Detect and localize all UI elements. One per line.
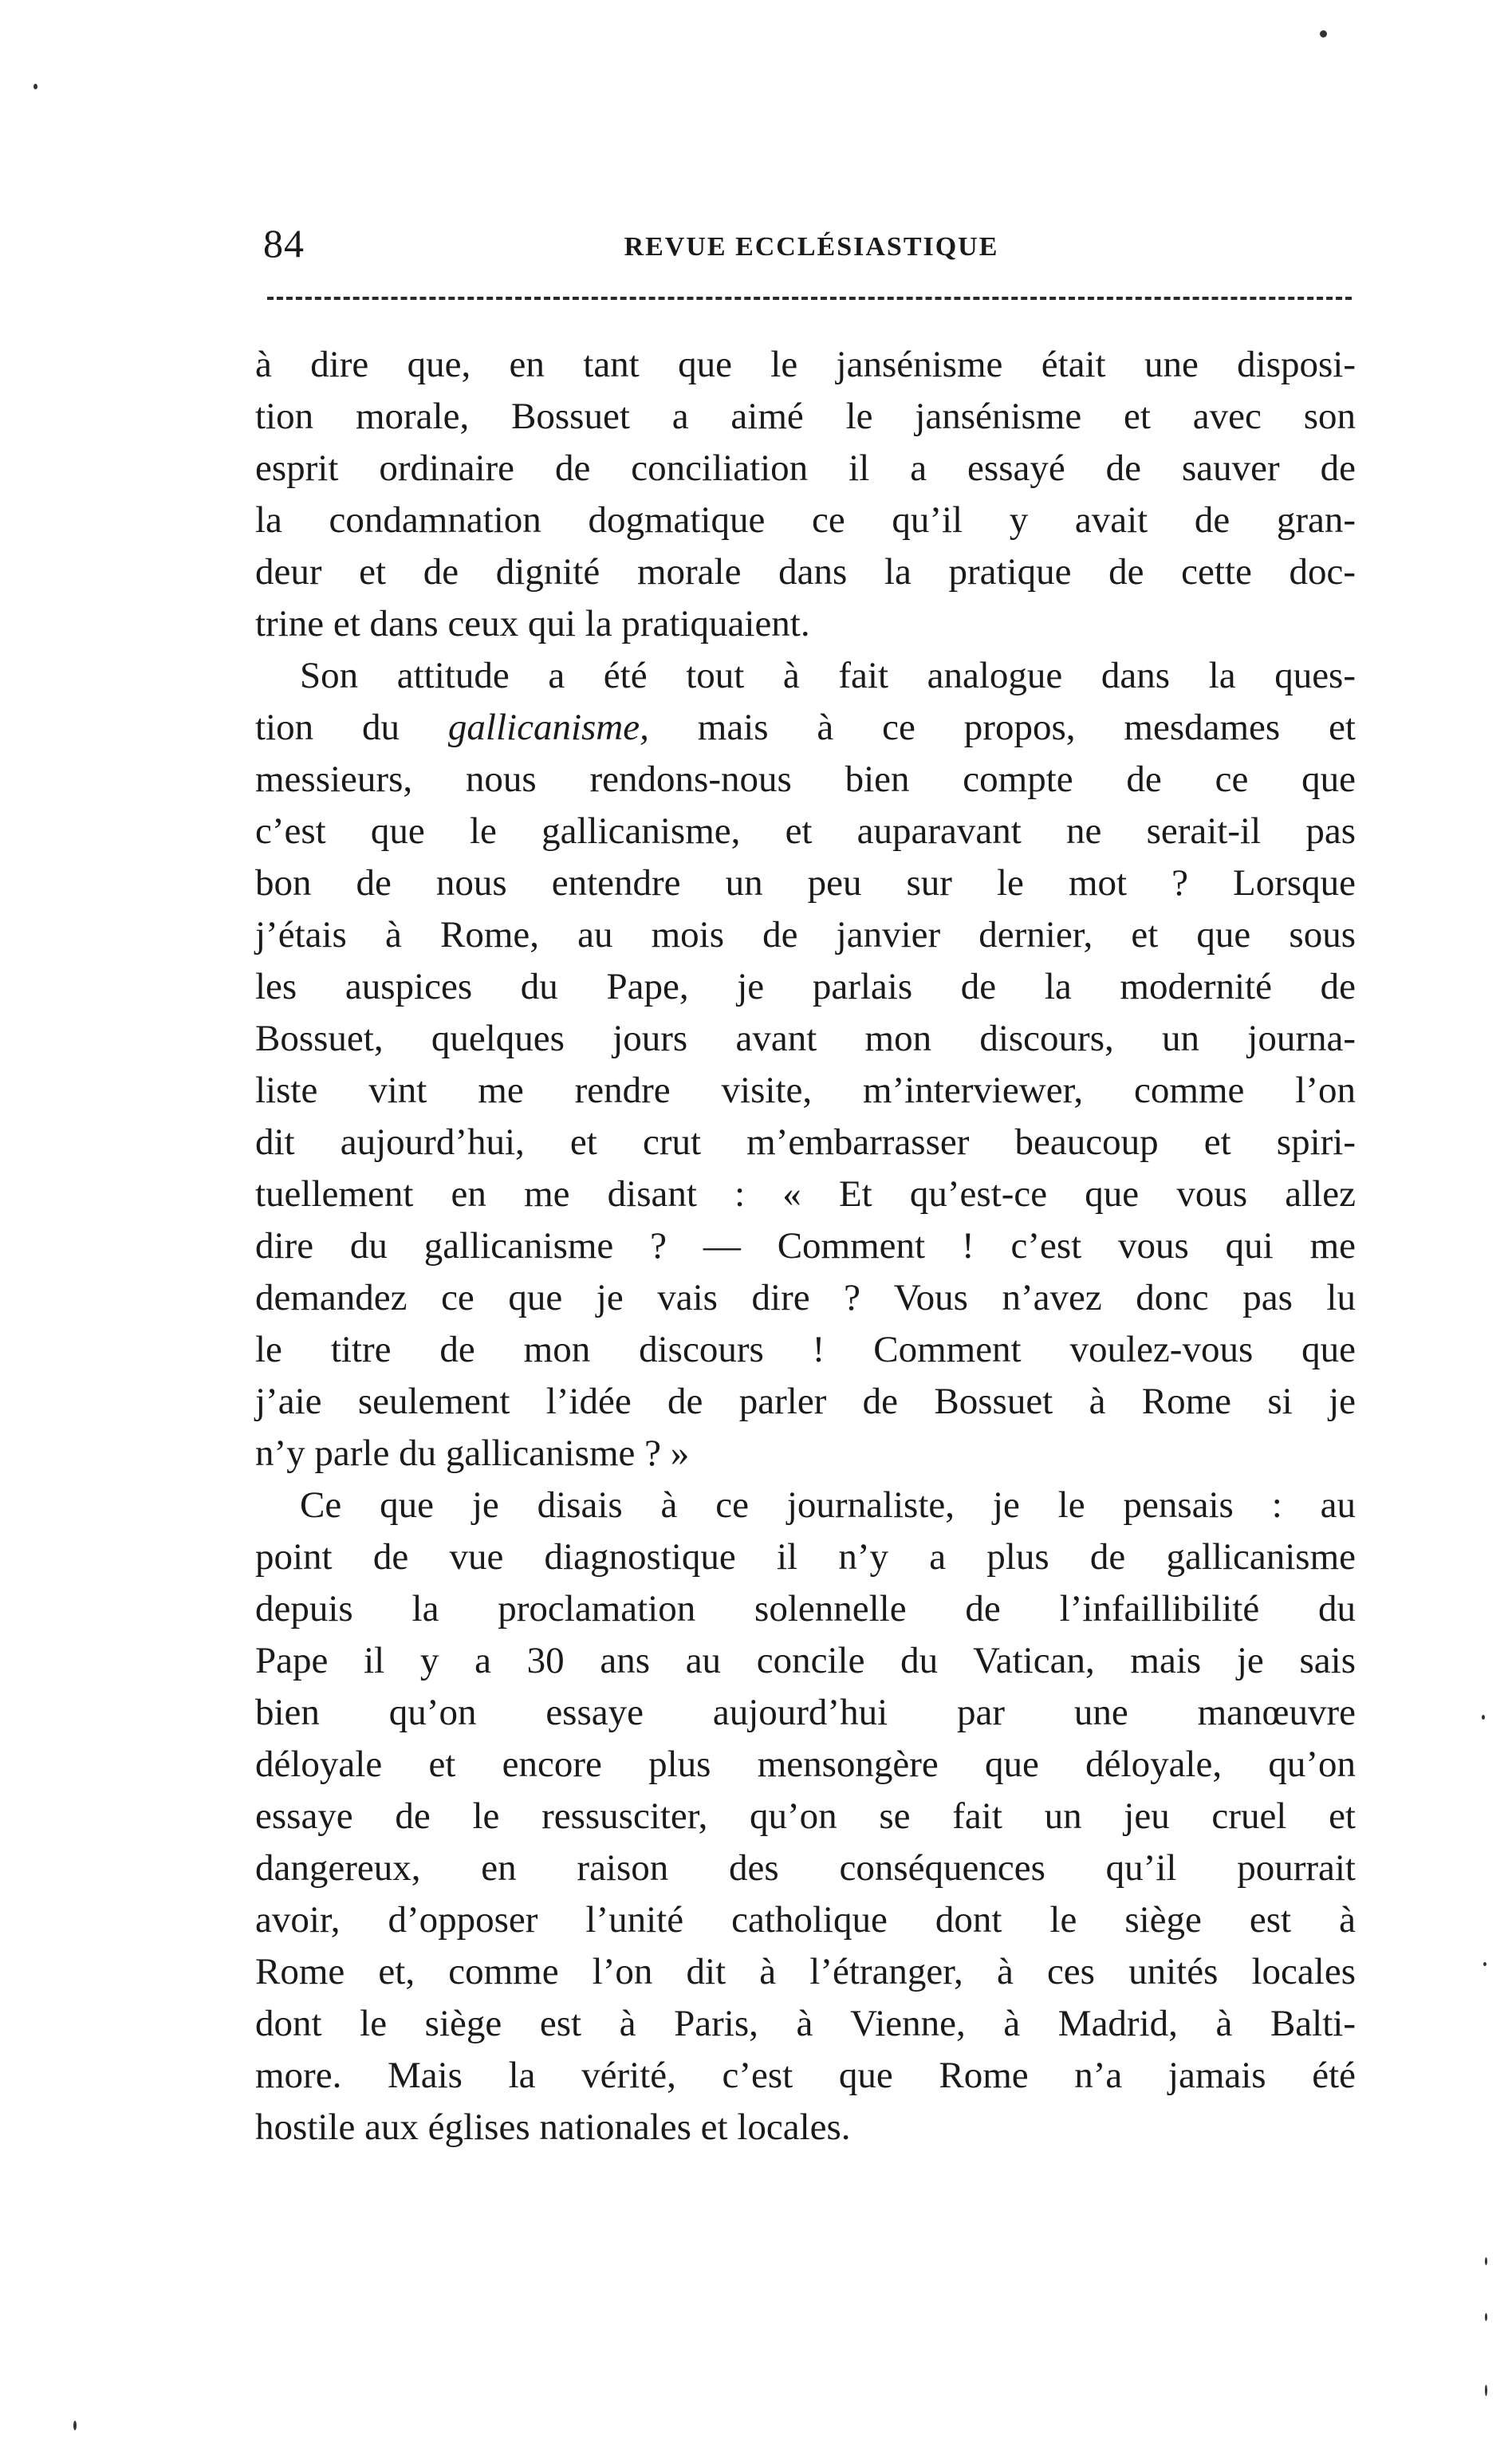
scan-speck	[1483, 1962, 1486, 1966]
text-line: j’aie seulement l’idée de parler de Bossuet à Rome si je	[255, 1381, 1356, 1422]
text-line: essaye de le ressusciter, qu’on se fait un jeu cruel et	[255, 1795, 1356, 1837]
text-segment: mais à ce propos, mesdames et	[648, 707, 1356, 748]
scan-speck	[1485, 2257, 1487, 2265]
text-line: dire du gallicanisme ? — Comment ! c’est vous qui me	[255, 1225, 1356, 1267]
text-line: n’y parle du gallicanisme ? »	[255, 1432, 690, 1474]
text-line: bon de nous entendre un peu sur le mot ? Lorsque	[255, 862, 1356, 904]
scan-speck	[1485, 2385, 1487, 2396]
text-line: depuis la proclamation solennelle de l’infaillibilité du	[255, 1588, 1356, 1630]
text-line	[255, 702, 1356, 754]
text-line: demandez ce que je vais dire ? Vous n’avez donc pas lu	[255, 1277, 1356, 1318]
running-title: REVUE ECCLÉSIASTIQUE	[624, 232, 999, 262]
text-segment: tion du	[255, 707, 448, 748]
text-line: Bossuet, quelques jours avant mon discours, un journa-	[255, 1018, 1356, 1059]
scan-speck	[73, 2421, 77, 2430]
text-line: tuellement en me disant : « Et qu’est-ce que vous allez	[255, 1173, 1356, 1215]
text-line: à dire que, en tant que le jansénisme était une disposi-	[255, 344, 1356, 385]
text-line: trine et dans ceux qui la pratiquaient.	[255, 603, 810, 644]
text-line: Rome et, comme l’on dit à l’étranger, à ces unités locales	[255, 1951, 1356, 1992]
text-line: bien qu’on essaye aujourd’hui par une manœuvre	[255, 1692, 1356, 1733]
text-line: tion morale, Bossuet a aimé le jansénisme et avec son	[255, 396, 1356, 437]
text-line: hostile aux églises nationales et locales.	[255, 2106, 851, 2148]
text-line: la condamnation dogmatique ce qu’il y avait de gran-	[255, 499, 1356, 541]
text-line: point de vue diagnostique il n’y a plus de gallicanisme	[255, 1536, 1356, 1578]
header-rule	[267, 297, 1352, 300]
text-line: Ce que je disais à ce journaliste, je le pensais : au	[300, 1484, 1356, 1526]
scan-speck	[1485, 2313, 1487, 2321]
text-line: liste vint me rendre visite, m’interviewer, comme l’on	[255, 1070, 1356, 1111]
scan-speck	[1320, 30, 1327, 37]
text-line: les auspices du Pape, je parlais de la modernité de	[255, 966, 1356, 1007]
scan-speck	[33, 84, 37, 89]
text-line: j’étais à Rome, au mois de janvier dernier, et que sous	[255, 914, 1356, 956]
text-line: Son attitude a été tout à fait analogue dans la ques-	[300, 655, 1356, 696]
text-line: le titre de mon discours ! Comment voulez-vous que	[255, 1329, 1356, 1370]
italic-term: gallicanisme,	[447, 707, 649, 748]
text-line: avoir, d’opposer l’unité catholique dont le siège est à	[255, 1899, 1356, 1941]
text-line: déloyale et encore plus mensongère que déloyale, qu’on	[255, 1744, 1356, 1785]
text-line: dont le siège est à Paris, à Vienne, à Madrid, à Balti-	[255, 2003, 1356, 2044]
text-line: more. Mais la vérité, c’est que Rome n’a jamais été	[255, 2055, 1356, 2096]
body-text	[255, 339, 1356, 2154]
text-line: dit aujourd’hui, et crut m’embarrasser beaucoup et spiri-	[255, 1121, 1356, 1163]
text-line: deur et de dignité morale dans la pratique de cette doc-	[255, 551, 1356, 593]
text-line: c’est que le gallicanisme, et auparavant ne serait-il pas	[255, 810, 1356, 852]
page-header	[263, 219, 1360, 275]
scan-speck	[1482, 1715, 1485, 1720]
text-line: esprit ordinaire de conciliation il a essayé de sauver de	[255, 447, 1356, 489]
page-number: 84	[263, 221, 305, 266]
text-line: Pape il y a 30 ans au concile du Vatican, mais je sais	[255, 1640, 1356, 1681]
text-line: messieurs, nous rendons-nous bien compte de ce que	[255, 759, 1356, 800]
text-line: dangereux, en raison des conséquences qu’il pourrait	[255, 1847, 1356, 1889]
